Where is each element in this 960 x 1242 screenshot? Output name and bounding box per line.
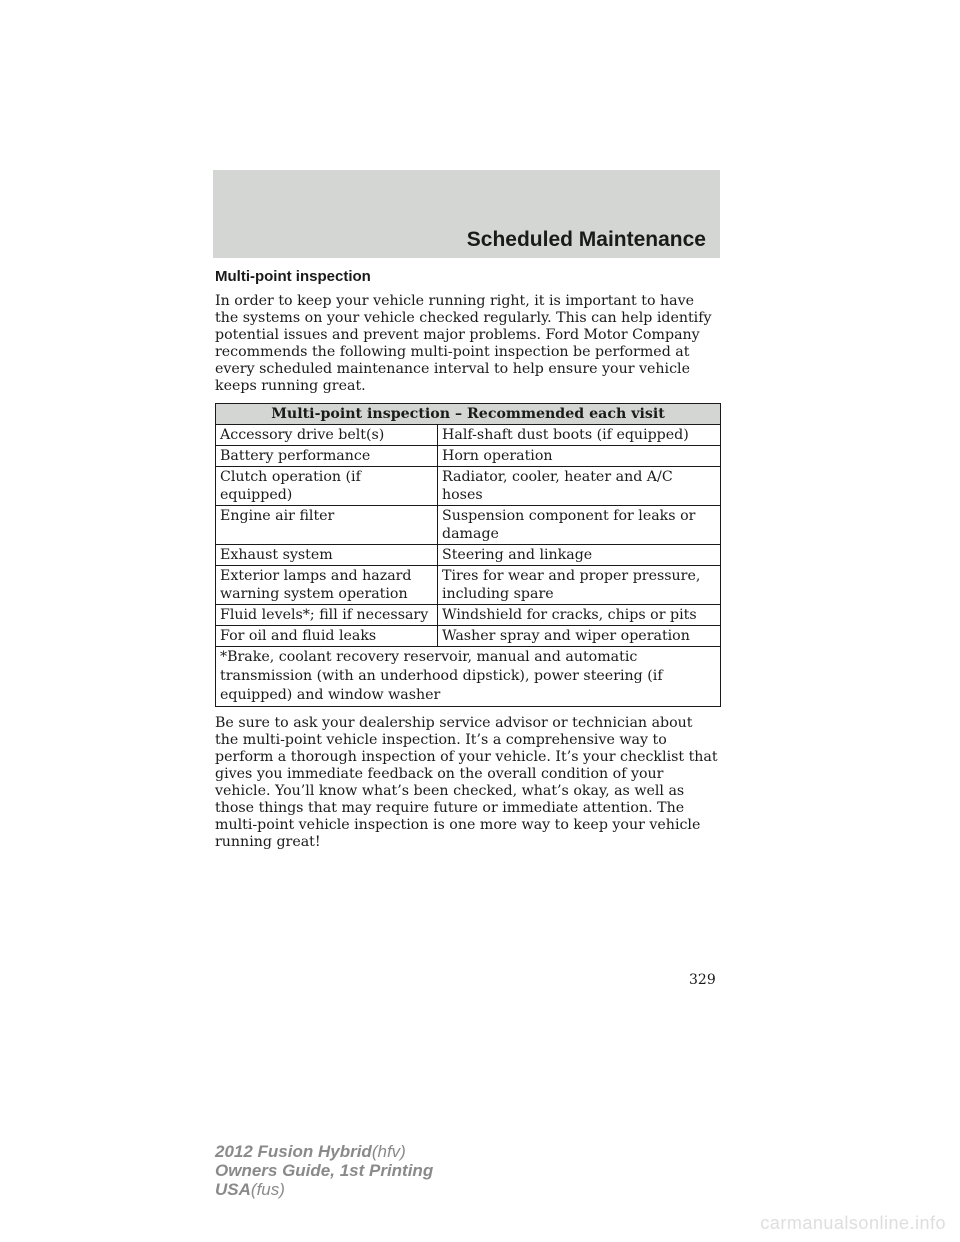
table-row: [216, 425, 721, 446]
table-row: [216, 446, 721, 467]
table-footnote-row: [216, 647, 721, 707]
table-cell: Battery performance: [216, 446, 438, 467]
table-cell: Exhaust system: [216, 545, 438, 566]
table-row: [216, 605, 721, 626]
page-content: [215, 268, 720, 859]
table-cell: Accessory drive belt(s): [216, 425, 438, 446]
footer-model: 2012 Fusion Hybrid: [215, 1142, 372, 1161]
intro-paragraph: In order to keep your vehicle running right, it is important to have the systems on your vehicle checked regularly. This can help identify potential issues and prevent major problems. Ford Motor Company recommends the following multi-point inspection be performed at every scheduled maintenance interval to help ensure your vehicle keeps running great.: [215, 293, 712, 394]
table-row: [216, 545, 721, 566]
table-cell: Engine air filter: [216, 506, 438, 545]
table-row: [216, 566, 721, 605]
footer-line-3: [215, 1180, 433, 1199]
section-heading: Multi-point inspection: [215, 268, 371, 285]
table-cell: For oil and fluid leaks: [216, 626, 438, 647]
section-header-title: Scheduled Maintenance: [466, 228, 706, 251]
section-header-band: [213, 170, 720, 258]
table-row: [216, 467, 721, 506]
footer-model-code: (hfv): [371, 1142, 406, 1161]
table-cell: Suspension component for leaks or damage: [438, 506, 721, 545]
table-cell: Fluid levels*; fill if necessary: [216, 605, 438, 626]
footer-line-2: Owners Guide, 1st Printing: [215, 1161, 434, 1180]
table-cell: Steering and linkage: [438, 545, 721, 566]
table-cell: Half-shaft dust boots (if equipped): [438, 425, 721, 446]
table-row: [216, 506, 721, 545]
table-cell: Radiator, cooler, heater and A/C hoses: [438, 467, 721, 506]
table-cell: Washer spray and wiper operation: [438, 626, 721, 647]
inspection-table: [215, 403, 721, 707]
table-cell: Horn operation: [438, 446, 721, 467]
table-cell: Tires for wear and proper pressure, including spare: [438, 566, 721, 605]
page-number: 329: [689, 972, 716, 988]
footer-market: USA: [215, 1180, 251, 1199]
table-cell: Windshield for cracks, chips or pits: [438, 605, 721, 626]
table-cell: Clutch operation (if equipped): [216, 467, 438, 506]
table-cell: Exterior lamps and hazard warning system operation: [216, 566, 438, 605]
document-footer: [215, 1142, 433, 1199]
table-footnote: *Brake, coolant recovery reservoir, manual and automatic transmission (with an underhood dipstick), power steering (if equipped) and window washer: [216, 647, 721, 707]
table-title: Multi-point inspection – Recommended each visit: [216, 404, 721, 425]
watermark: carmanualsonline.info: [760, 1213, 946, 1233]
table-row: [216, 626, 721, 647]
footer-market-code: (fus): [250, 1180, 285, 1199]
footer-line-1: [215, 1142, 433, 1161]
closing-paragraph: Be sure to ask your dealership service advisor or technician about the multi-point vehicle inspection. It’s a comprehensive way to perform a thorough inspection of your vehicle. It’s your checklist that gives you immediate feedback on the overall condition of your vehicle. You’ll know what’s been checked, what’s okay, as well as those things that may require future or immediate attention. The multi-point vehicle inspection is one more way to keep your vehicle running great!: [215, 715, 718, 850]
